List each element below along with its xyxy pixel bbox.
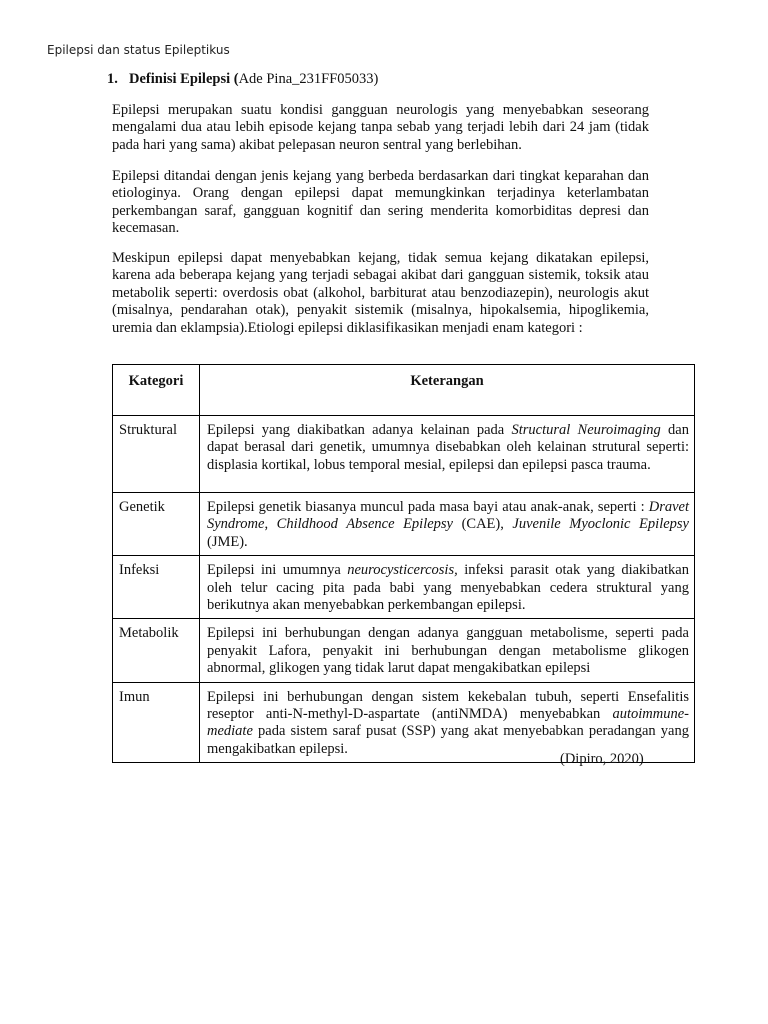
desc-text: infeksi parasit otak yang diakibatkan oleh telur cacing pita pada babi yang menyebabkan cedera struktural yang berikutnya akan menyebabkan perkembangan epilepsi. — [207, 562, 689, 614]
section-author: Ade Pina_231FF05033) — [238, 71, 379, 87]
paragraph-characteristics: Epilepsi ditandai dengan jenis kejang yang berbeda berdasarkan dari tingkat keparahan dan etiologinya. Orang dengan epilepsi dapat memungkinkan terjadinya keterlambatan perkembangan saraf, gangguan kognitif dan sering menderita komorbiditas depresi dan kecemasan. — [112, 168, 649, 237]
desc-text: dan dapat berasal dari genetik, umumnya disebabkan oleh kelainan strutural seperti: displasia kortikal, lobus temporal mesial, epilepsi dan epilepsi pasca trauma. — [207, 422, 689, 473]
section-heading — [107, 71, 378, 88]
description-cell — [200, 416, 695, 493]
table-row — [113, 416, 695, 493]
category-cell: Infeksi — [113, 556, 200, 619]
desc-text: pada sistem saraf pusat (SSP) yang akat menyebabkan peradangan yang mengakibatkan epilepsi. — [207, 723, 689, 757]
desc-text: (JME). — [207, 533, 248, 550]
desc-text: Epilepsi ini berhubungan dengan sistem kekebalan tubuh, seperti Ensefalitis reseptor anti-N-methyl-D-aspartate (antiNMDA) menyebabkan — [207, 688, 689, 723]
etiology-table — [112, 364, 695, 763]
desc-text: Epilepsi ini umumnya — [207, 562, 348, 579]
section-title: Definisi Epilepsi ( — [129, 71, 239, 87]
desc-italic: autoimmune- mediate — [207, 706, 689, 740]
desc-text: , — [264, 516, 277, 533]
desc-italic: Juvenile Myoclonic Epilepsy — [512, 516, 689, 533]
table-header-row — [113, 365, 695, 416]
desc-italic: Childhood Absence Epilepsy — [276, 516, 453, 533]
desc-italic: neurocysticercosis, — [347, 562, 458, 579]
header-kategori: Kategori — [113, 365, 200, 416]
desc-text: Epilepsi yang diakibatkan adanya kelainan pada — [207, 422, 512, 438]
table-row — [113, 619, 695, 682]
table-row — [113, 493, 695, 556]
desc-text: Epilepsi genetik biasanya muncul pada masa bayi atau anak-anak, seperti : — [207, 499, 649, 515]
desc-text: (CAE), — [453, 516, 513, 533]
description-cell — [200, 556, 695, 619]
desc-italic: Dravet Syndrome — [207, 499, 689, 533]
section-number: 1. — [107, 71, 118, 87]
category-cell: Genetik — [113, 493, 200, 556]
category-cell: Imun — [113, 682, 200, 763]
paragraph-etiology: Meskipun epilepsi dapat menyebabkan kejang, tidak semua kejang dikatakan epilepsi, karena ada beberapa kejang yang terjadi sebagai akibat dari gangguan sistemik, toksik atau metabolik seperti: overdosis obat (alkohol, barbiturat atau benzodiazepin), neurologis akut (misalnya, pendarahan otak), penyakit sistemik (misalnya, hipokalsemia, hipoglikemia, uremia dan eklampsia).Etiologi epilepsi diklasifikasikan menjadi enam kategori : — [112, 250, 649, 336]
category-cell: Metabolik — [113, 619, 200, 682]
table-row — [113, 556, 695, 619]
description-cell — [200, 619, 695, 682]
desc-text: Epilepsi ini berhubungan dengan adanya gangguan metabolisme, seperti pada penyakit Lafora, penyakit ini berhubungan dengan metabolisme glikogen abnormal, glikogen yang tidak larut dapat mengakibatkan epilepsi — [207, 625, 689, 677]
category-cell: Struktural — [113, 416, 200, 493]
page-header: Epilepsi dan status Epileptikus — [47, 43, 230, 57]
header-keterangan: Keterangan — [200, 365, 695, 416]
description-cell — [200, 493, 695, 556]
citation: (Dipiro, 2020) — [560, 751, 644, 767]
paragraph-definition: Epilepsi merupakan suatu kondisi gangguan neurologis yang menyebabkan seseorang mengalami dua atau lebih episode kejang tanpa sebab yang terjadi lebih dari 24 jam (tidak pada hari yang sama) akibat pelepasan neuron sentral yang berlebihan. — [112, 102, 649, 153]
desc-italic: Structural Neuroimaging — [511, 422, 661, 438]
